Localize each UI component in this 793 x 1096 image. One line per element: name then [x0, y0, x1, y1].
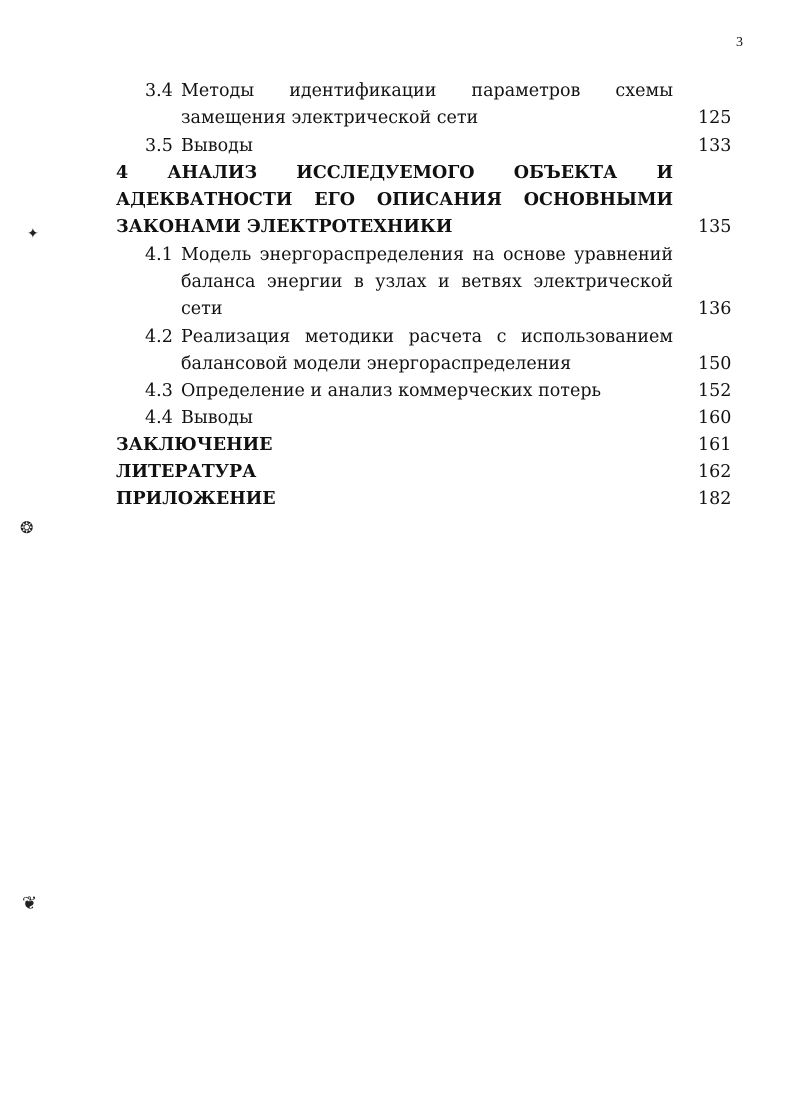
page-ref: 162: [698, 462, 732, 482]
section-title-line: Реализация методики расчета с использованием: [181, 327, 673, 347]
chapter-title: ЛИТЕРАТУРА: [116, 462, 257, 482]
scan-speck-mark: ❂: [20, 518, 34, 537]
section-title: Определение и анализ коммерческих потерь: [181, 381, 602, 401]
chapter-title-line: ЗАКОНАМИ ЭЛЕКТРОТЕХНИКИ: [116, 217, 453, 237]
section-title: Выводы: [181, 408, 253, 428]
page-ref: 150: [698, 354, 732, 374]
section-number: 3.5: [145, 136, 173, 156]
page-ref: 182: [698, 489, 732, 509]
section-title-line: балансовой модели энергораспределения: [181, 354, 572, 374]
section-title-line: Модель энергораспределения на основе уравнений: [181, 245, 673, 265]
page-ref: 136: [698, 299, 732, 319]
section-title: Выводы: [181, 136, 253, 156]
chapter-title-line: АДЕКВАТНОСТИ ЕГО ОПИСАНИЯ ОСНОВНЫМИ: [116, 190, 673, 210]
section-number: 3.4: [145, 81, 173, 101]
page-ref: 161: [698, 435, 732, 455]
page-ref: 125: [698, 108, 732, 128]
section-title-line: баланса энергии в узлах и ветвях электрической: [181, 272, 673, 292]
scan-speck-mark: ❦: [22, 893, 38, 914]
page-ref: 133: [698, 136, 732, 156]
chapter-title-line: 4 АНАЛИЗ ИССЛЕДУЕМОГО ОБЪЕКТА И: [116, 163, 673, 183]
section-title-line: Методы идентификации параметров схемы: [181, 81, 673, 101]
page-ref: 160: [698, 408, 732, 428]
chapter-title: ПРИЛОЖЕНИЕ: [116, 489, 276, 509]
section-title-line: замещения электрической сети: [181, 108, 479, 128]
section-number: 4.2: [145, 327, 173, 347]
section-title-line: сети: [181, 299, 223, 319]
chapter-title: ЗАКЛЮЧЕНИЕ: [116, 435, 273, 455]
section-number: 4.3: [145, 381, 173, 401]
section-number: 4.4: [145, 408, 173, 428]
page-number: 3: [736, 35, 743, 50]
section-number: 4.1: [145, 245, 173, 265]
page-ref: 152: [698, 381, 732, 401]
page-ref: 135: [698, 217, 732, 237]
scan-speck-mark: ✦: [27, 226, 39, 242]
